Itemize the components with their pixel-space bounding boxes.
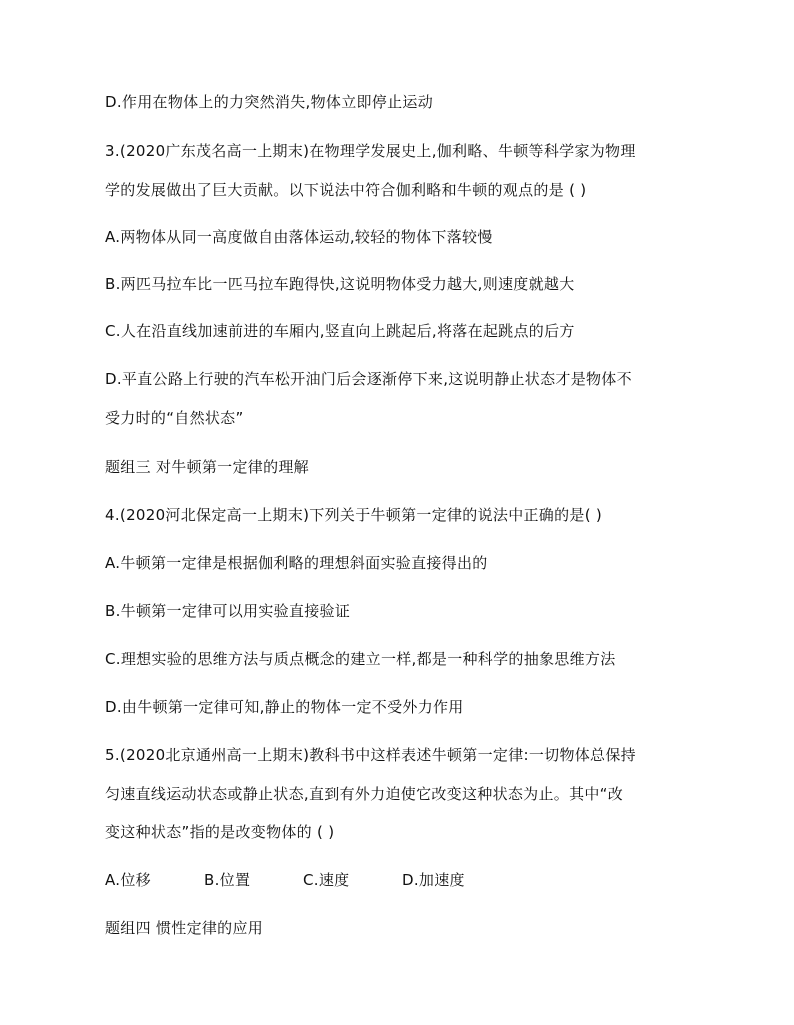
q5-option-c: C.速度 [303, 871, 350, 889]
q4-option-c: C.理想实验的思维方法与质点概念的建立一样,都是一种科学的抽象思维方法 [105, 650, 616, 668]
q3-option-a: A.两物体从同一高度做自由落体运动,较轻的物体下落较慢 [105, 228, 493, 246]
q4-stem: 4.(2020河北保定高一上期末)下列关于牛顿第一定律的说法中正确的是( ) [105, 506, 603, 524]
q3-option-b: B.两匹马拉车比一匹马拉车跑得快,这说明物体受力越大,则速度就越大 [105, 275, 575, 293]
q5-option-a: A.位移 [105, 871, 151, 889]
q5-stem-line-3: 变这种状态”指的是改变物体的 ( ) [105, 823, 335, 841]
q5-option-d: D.加速度 [402, 871, 465, 889]
q3-option-d-line-1: D.平直公路上行驶的汽车松开油门后会逐渐停下来,这说明静止状态才是物体不 [105, 370, 632, 388]
q4-option-a: A.牛顿第一定律是根据伽利略的理想斜面实验直接得出的 [105, 554, 488, 572]
q5-stem-line-2: 匀速直线运动状态或静止状态,直到有外力迫使它改变这种状态为止。其中“改 [105, 785, 624, 803]
group3-title: 题组三 对牛顿第一定律的理解 [105, 458, 309, 476]
q3-stem-line-2: 学的发展做出了巨大贡献。以下说法中符合伽利略和牛顿的观点的是 ( ) [105, 181, 587, 199]
group4-title: 题组四 惯性定律的应用 [105, 919, 264, 937]
q4-option-b: B.牛顿第一定律可以用实验直接验证 [105, 602, 351, 620]
q3-stem-line-1: 3.(2020广东茂名高一上期末)在物理学发展史上,伽利略、牛顿等科学家为物理 [105, 142, 636, 160]
q5-stem-line-1: 5.(2020北京通州高一上期末)教科书中这样表述牛顿第一定律:一切物体总保持 [105, 746, 636, 764]
q5-option-b: B.位置 [204, 871, 251, 889]
q4-option-d: D.由牛顿第一定律可知,静止的物体一定不受外力作用 [105, 698, 464, 716]
q3-option-c: C.人在沿直线加速前进的车厢内,竖直向上跳起后,将落在起跳点的后方 [105, 322, 575, 340]
q2-option-d: D.作用在物体上的力突然消失,物体立即停止运动 [105, 93, 433, 111]
q5-options [105, 870, 465, 890]
q3-option-d-line-2: 受力时的“自然状态” [105, 409, 244, 427]
